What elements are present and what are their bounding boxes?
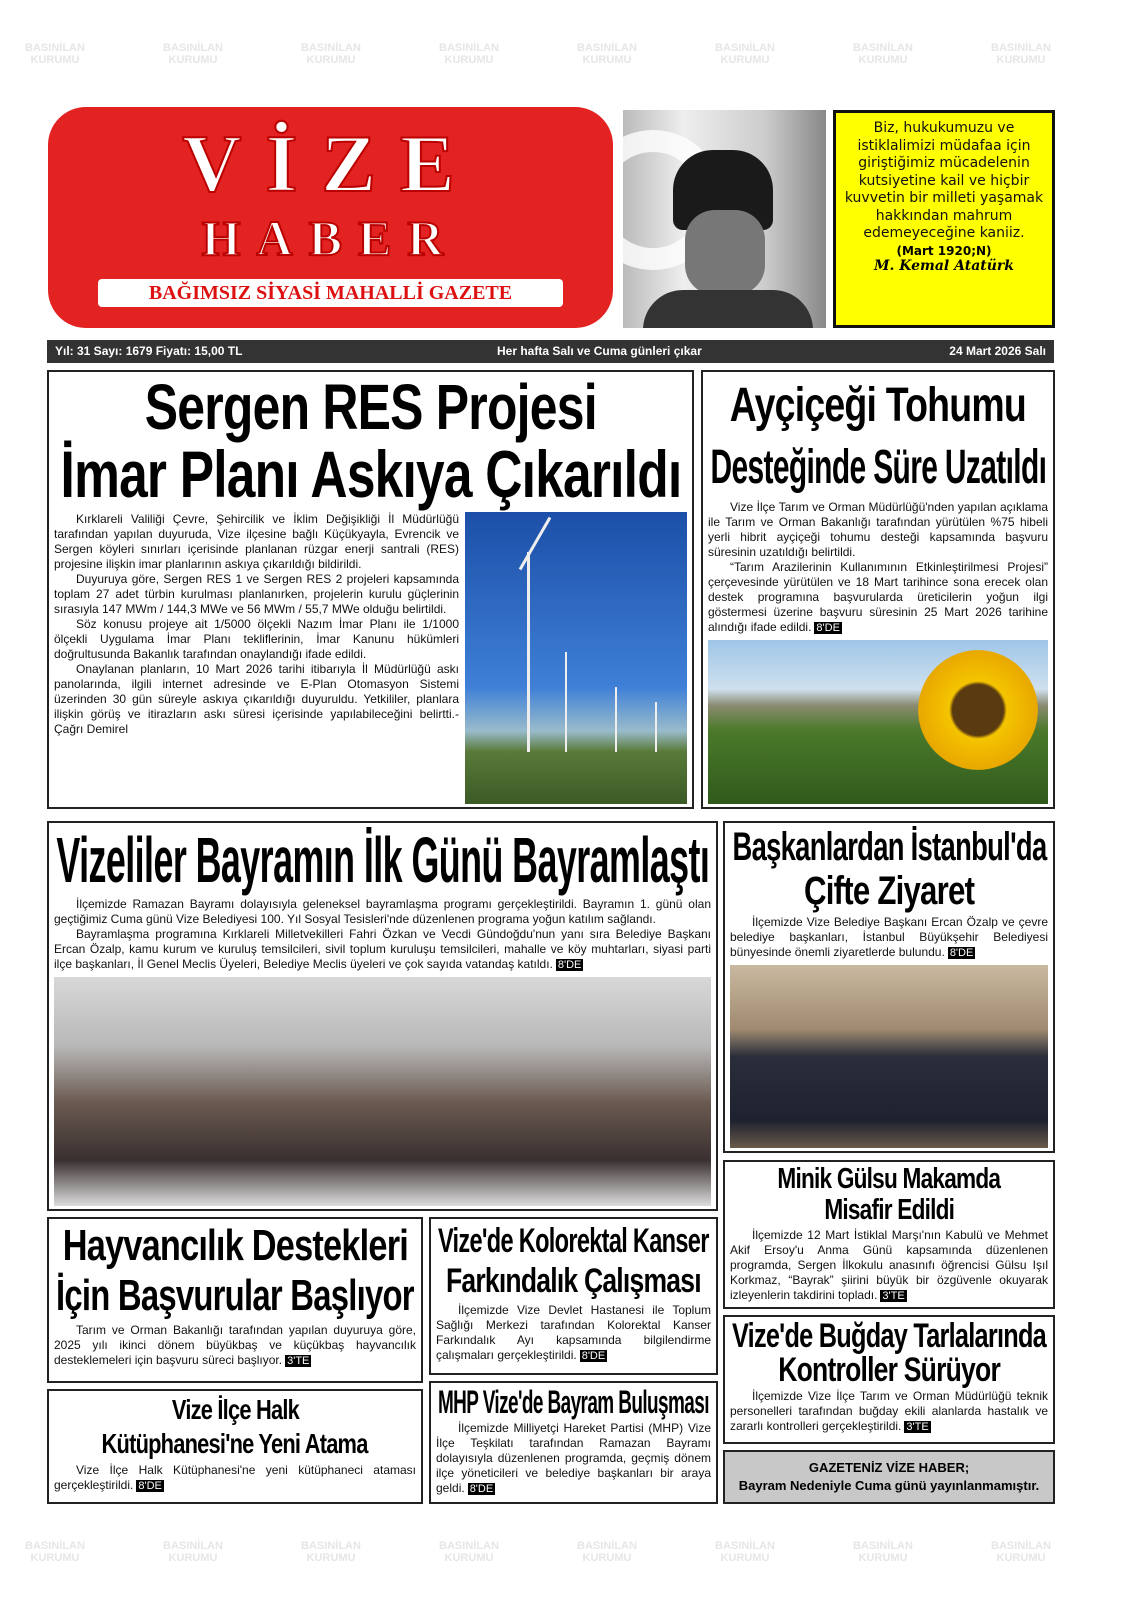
- article-hayvancilik[interactable]: [47, 1217, 423, 1383]
- watermark: BASINİLAN KURUMU: [439, 1540, 499, 1564]
- watermark: BASINİLAN KURUMU: [301, 1540, 361, 1564]
- sunflower-field-photo: [708, 640, 1048, 804]
- watermark: BASINİLAN KURUMU: [25, 42, 85, 66]
- notice-line1: GAZETENİZ VİZE HABER;: [808, 1460, 970, 1475]
- continued-page-link[interactable]: 8'DE: [469, 1483, 494, 1495]
- article-body: Vize İlçe Tarım ve Orman Müdürlüğü'nden yapılan açıklama ile Tarım ve Orman Bakanlığı tarafından yürütülen %75 hibeli yerli hibrit ayçiçeği tohumu desteği kapsamında başvuru süresinin uzatıldığı belirtildi. “Tarım Arazilerinin Kullanımının Etkinleştirilmesi Projesi” çerçevesinde yürütülen ve 18 Mart tarihince sona erecek olan destek programına başvurularda üreticilerin yoğun ilgi göstermesi üzerine başvuru süresinin 25 Mart 2026 tarihine alındığı ifade edildi. 8'DE: [708, 500, 1048, 634]
- watermark: BASINİLAN KURUMU: [301, 42, 361, 66]
- watermark: BASINİLAN KURUMU: [439, 42, 499, 66]
- article-bayram[interactable]: [47, 821, 718, 1211]
- headline: Ayçiçeği Tohumu: [729, 378, 1027, 432]
- info-bar: [47, 340, 1054, 363]
- watermark: BASINİLAN KURUMU: [991, 1540, 1051, 1564]
- continued-page-link[interactable]: 3'TE: [882, 1290, 905, 1302]
- continued-page-link[interactable]: 8'DE: [949, 947, 974, 959]
- article-mhp[interactable]: [429, 1381, 718, 1504]
- headline: İmar Planı Askıya Çıkarıldı: [60, 437, 681, 511]
- headline: İçin Başvurular Başlıyor: [56, 1271, 414, 1320]
- headline: Minik Gülsu Makamda: [777, 1163, 1001, 1195]
- headline: Farkındalık Çalışması: [446, 1261, 701, 1300]
- ataturk-quote-box: [833, 110, 1055, 328]
- article-body: İlçemizde Milliyetçi Hareket Partisi (MHP) Vize İlçe Teşkilatı tarafından Ramazan Bayramı dolayısıyla düzenlenen programda, geçmiş dönem ilçe yöneticileri ve belediye başkanları bir araya geldi. 8'DE: [436, 1421, 711, 1495]
- article-body: Tarım ve Orman Bakanlığı tarafından yapılan duyuruya göre, 2025 yılı ikinci dönem büyükbaş ve küçükbaş hayvancılık desteklemeleri için başvuru süreci başlıyor. 3'TE: [54, 1323, 416, 1367]
- watermark: BASINİLAN KURUMU: [853, 1540, 913, 1564]
- watermark: BASINİLAN KURUMU: [715, 42, 775, 66]
- headline: Vize'de Kolorektal Kanser: [438, 1221, 709, 1260]
- article-gulsu[interactable]: [723, 1160, 1055, 1309]
- headline: Sergen RES Projesi: [144, 371, 597, 443]
- headline: Vizeliler Bayramın İlk Günü Bayramlaştı: [56, 824, 709, 896]
- article-kutuphane[interactable]: [47, 1389, 423, 1504]
- article-bugday[interactable]: [723, 1315, 1055, 1444]
- headline: MHP Vize'de Bayram Buluşması: [438, 1383, 709, 1420]
- quote-date: (Mart 1920;N): [896, 243, 992, 258]
- quote-signature: M. Kemal Atatürk: [874, 257, 1014, 274]
- quote-text: Biz, hukukumuzu ve istiklalimizi müdafaa için giriştiğimiz mücadelenin kutsiyetine kail ve hiçbir kuvvetin bir milleti yaşamak hakkından mahrum edemeyeceğine kaniiz.: [844, 120, 1044, 241]
- wind-turbines-photo: [465, 512, 687, 804]
- logo-title-vize: VİZE: [182, 118, 479, 209]
- logo-subtitle: BAĞIMSIZ SİYASİ MAHALLİ GAZETE: [98, 279, 563, 307]
- watermark: BASINİLAN KURUMU: [577, 1540, 637, 1564]
- ataturk-photo: [623, 110, 826, 328]
- continued-page-link[interactable]: 8'DE: [581, 1350, 606, 1362]
- watermark: BASINİLAN KURUMU: [25, 1540, 85, 1564]
- article-body: Kırklareli Valiliği Çevre, Şehircilik ve İklim Değişikliği İl Müdürlüğü tarafından yapılan duyuruda, Vize ilçesine bağlı Küçükyayla, Evrencik ve Sergen köyleri sınırları içerisinde planlanan rüzgar enerji santrali (RES) projesine ilişkin imar planlarının askıya çıkarıldığı bildirildi. Duyuruya göre, Sergen RES 1 ve Sergen RES 2 projeleri kapsamında toplam 27 adet türbin kurulması planlanırken, projelerin kurulu güçlerinin sırasıyla 147 MWm / 144,3 MWe ve 56 MWm / 55,7 MWe olduğu belirtildi. Söz konusu projeye ait 1/5000 ölçekli Nazım İmar Planı ile 1/1000 ölçekli Uygulama İmar Planı tekliflerinin, İmar Kanunu hükümleri doğrultusunda Bakanlık tarafından onaylandığı ifade edildi. Onaylanan planların, 10 Mart 2026 tarihi itibarıyla İl Müdürlüğü askı panolarında, ilgili internet adresinde ve E-Plan Otomasyon Sistemi üzerinden 30 gün süreyle askıya çıkarıldığı duyuruldu. Yetkililer, planlara ilişkin görüş ve itirazların askı süresi içerisinde yapılabileceğini belirtti.- Çağrı Demirel: [54, 512, 459, 736]
- continued-page-link[interactable]: 8'DE: [557, 959, 582, 971]
- issue-date: 24 Mart 2026 Salı: [949, 344, 1046, 358]
- notice-line2: Bayram Nedeniyle Cuma günü yayınlanmamıştır.: [738, 1478, 1040, 1493]
- headline: Hayvancılık Destekleri: [62, 1221, 408, 1270]
- continued-page-link[interactable]: 8'DE: [138, 1480, 162, 1492]
- publication-schedule: Her hafta Salı ve Cuma günleri çıkar: [497, 344, 702, 358]
- continued-page-link[interactable]: 8'DE: [816, 622, 840, 634]
- article-body: Vize İlçe Halk Kütüphanesi'ne yeni kütüphaneci ataması gerçekleştirildi. 8'DE: [54, 1463, 416, 1492]
- logo-title-haber: HABER: [201, 210, 460, 266]
- article-kolorektal[interactable]: [429, 1217, 718, 1375]
- headline: Vize İlçe Halk: [171, 1394, 299, 1425]
- bayram-gathering-photo: [54, 977, 711, 1206]
- watermark: BASINİLAN KURUMU: [577, 42, 637, 66]
- notice-box: [723, 1450, 1055, 1504]
- article-body: İlçemizde Ramazan Bayramı dolayısıyla geleneksel bayramlaşma programı gerçekleştirildi. Bayramın 1. günü olan geçtiğimiz Cuma günü Vize Belediyesi 100. Yıl Sosyal Tesisleri'nde düzenlenen programa yoğun katılım sağlandı. Bayramlaşma programına Kırklareli Milletvekilleri Fahri Özkan ve Vecdi Gündoğdu'nun yanı sıra Belediye Başkanı Ercan Özalp, kamu kurum ve kuruluş temsilcileri, sivil toplum kuruluşu temsilcileri, mahalle ve köy muhtarları, siyasi parti ilçe başkanları, İl Genel Meclis Üyeleri, Belediye Meclis üyeleri ve çok sayıda vatandaş katıldı. 8'DE: [54, 897, 711, 971]
- article-istanbul[interactable]: [723, 821, 1055, 1153]
- watermark: BASINİLAN KURUMU: [715, 1540, 775, 1564]
- watermark: BASINİLAN KURUMU: [163, 42, 223, 66]
- headline: Vize'de Buğday Tarlalarında: [732, 1316, 1047, 1355]
- mayors-visit-photo: [730, 965, 1048, 1148]
- headline: Kontroller Sürüyor: [778, 1350, 1000, 1389]
- article-body: İlçemizde Vize Belediye Başkanı Ercan Özalp ve çevre belediye başkanları, İstanbul Büyükşehir Belediyesi bünyesinde önemli ziyaretlerde bulundu. 8'DE: [730, 915, 1048, 959]
- watermark: BASINİLAN KURUMU: [991, 42, 1051, 66]
- headline: Desteğinde Süre Uzatıldı: [710, 440, 1046, 494]
- article-aycicegi[interactable]: [701, 370, 1055, 809]
- headline: Kütüphanesi'ne Yeni Atama: [101, 1428, 369, 1459]
- watermark: BASINİLAN KURUMU: [163, 1540, 223, 1564]
- headline: Misafir Edildi: [824, 1194, 954, 1226]
- issue-info: Yıl: 31 Sayı: 1679 Fiyatı: 15,00 TL: [55, 344, 243, 358]
- masthead-logo: [48, 107, 613, 328]
- headline: Çifte Ziyaret: [803, 868, 975, 913]
- sunflower: [918, 650, 1038, 770]
- continued-page-link[interactable]: 3'TE: [287, 1355, 310, 1367]
- article-res[interactable]: [47, 370, 694, 809]
- watermark: BASINİLAN KURUMU: [853, 42, 913, 66]
- article-body: İlçemizde 12 Mart İstiklal Marşı'nın Kabulü ve Mehmet Akif Ersoy'u Anma Günü kapsamında düzenlenen programda, Sergen İlkokulu anasınıfı öğrencisi Gülsu Işıl Korkmaz, “Bayrak” şiirini büyük bir özgüvenle okuyarak izleyenlerin takdirini topladı. 3'TE: [730, 1228, 1048, 1302]
- headline: Başkanlardan İstanbul'da: [732, 824, 1046, 869]
- article-body: İlçemizde Vize İlçe Tarım ve Orman Müdürlüğü teknik personelleri tarafından buğday ekili alanlarda hastalık ve zararlı kontrolleri gerçekleştirildi. 3'TE: [730, 1389, 1048, 1433]
- continued-page-link[interactable]: 3'TE: [906, 1421, 929, 1433]
- article-body: İlçemizde Vize Devlet Hastanesi ile Toplum Sağlığı Merkezi tarafından Kolorektal Kanser Farkındalık Ayı kapsamında bilgilendirme çalışmaları gerçekleştirildi. 8'DE: [436, 1303, 711, 1362]
